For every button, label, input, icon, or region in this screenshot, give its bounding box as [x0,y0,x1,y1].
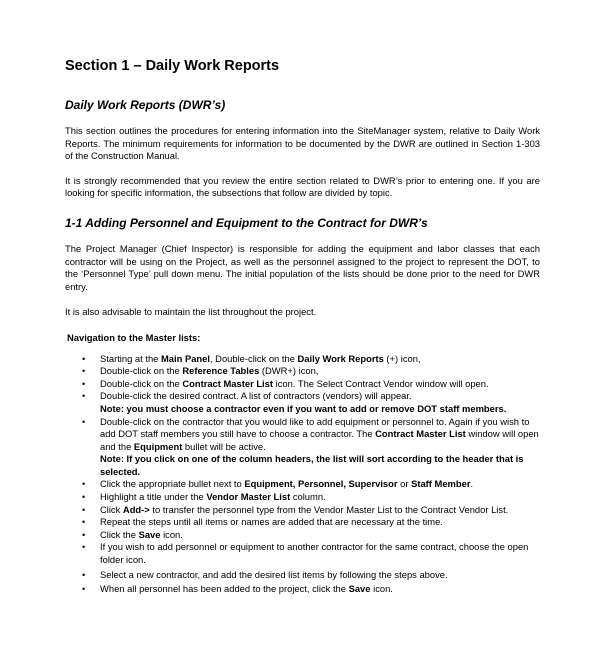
list-item: • Double-click on the contractor that you would like to add equipment or personnel to. Again if you wish to add DOT staff members you still have to choose a contractor. The Contract Master List window will open and the Equipment bullet will be active. Note: If you click on one of the column headers, the list will sort according to the header that is selected. [82,415,539,477]
bullet-icon: • [82,529,86,540]
bullet-icon: • [82,569,86,580]
note-text: Note: you must choose a contractor even if you want to add or remove DOT staff members. [100,402,507,414]
list-item: • Repeat the steps until all items or names are added that are necessary at the time. [82,516,443,528]
list-item: • Click Add-> to transfer the personnel type from the Vendor Master List to the Contract Vendor List. [82,503,509,515]
subtitle: Daily Work Reports (DWR’s) [65,98,226,112]
bullet-icon: • [82,492,86,503]
bullet-icon: • [82,378,86,389]
bullet-icon: • [82,542,86,553]
nav-heading: Navigation to the Master lists: [67,331,201,343]
list-item: • Click the appropriate bullet next to Equipment, Personnel, Supervisor or Staff Member. [82,478,474,490]
subsection-title: 1-1 Adding Personnel and Equipment to the Contract for DWR’s [65,215,428,230]
intro-paragraph: This section outlines the procedures for entering information into the SiteManager system, relative to Daily Work Reports. The minimum requirements for information to be documented by the DWR are outlined in Section 1-303 of the Construction Manual. [65,125,540,162]
bullet-icon: • [82,517,86,528]
bullet-icon: • [82,416,86,427]
list-item: • Highlight a title under the Vendor Master List column. [82,491,326,503]
bullet-icon: • [82,584,86,595]
document-content [65,57,540,596]
steps-list [65,353,540,596]
advisable-paragraph: It is also advisable to maintain the list throughout the project. [65,306,317,318]
bullet-icon: • [82,366,86,377]
section-title: Section 1 – Daily Work Reports [65,58,280,74]
bullet-icon: • [82,504,86,515]
pm-paragraph: The Project Manager (Chief Inspector) is responsible for adding the equipment and labor classes that each contractor will be using on the Project, as well as the personnel assigned to the project to represent the DOT, to the ‘Personnel Type’ pull down menu. The initial population of the lists should be done prior to the need for DWR entry. [65,242,540,292]
list-item: • Double-click on the Reference Tables (DWR+) icon, [82,365,319,377]
list-item: • Select a new contractor, and add the desired list items by following the steps above. [82,568,448,580]
bullet-icon: • [82,353,86,364]
list-item: • If you wish to add personnel or equipment to another contractor for the same contract, choose the open folder icon. [82,541,529,566]
list-item: • Double-click the desired contract. A list of contractors (vendors) will appear. Note: you must choose a contractor even if you want to add or remove DOT staff members. [65,390,540,415]
list-item: • Double-click on the Contract Master List icon. The Select Contract Vendor window will open. [82,377,489,389]
note-text: Note: If you click on one of the column headers, the list will sort according to the header that is selected. [100,453,524,477]
bullet-icon: • [82,391,86,402]
list-item: • When all personnel has been added to the project, click the Save icon. [82,583,393,595]
recommend-paragraph: It is strongly recommended that you review the entire section related to DWR’s prior to entering one. If you are looking for specific information, the subsections that follow are divided by topic. [65,174,540,199]
list-item: • Starting at the Main Panel, Double-click on the Daily Work Reports (+) icon, [82,352,421,364]
bullet-icon: • [82,479,86,490]
list-item: • Click the Save icon. [82,528,183,540]
